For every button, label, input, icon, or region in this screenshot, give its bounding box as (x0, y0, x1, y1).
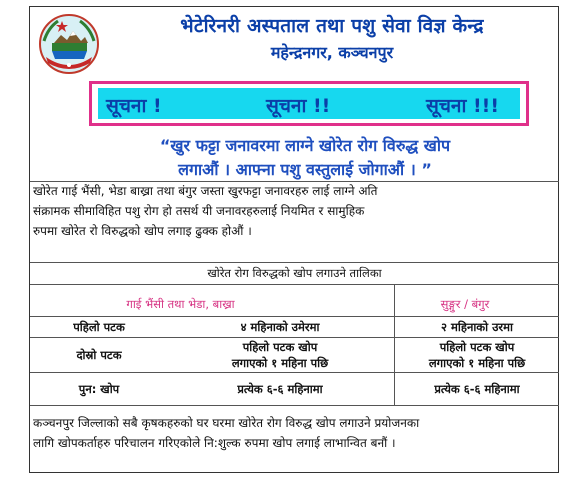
cattle-schedule: पहिलो पटक खोप (242, 340, 318, 354)
notice-word-3: सूचना !!! (426, 95, 499, 117)
table-caption: खोरेत रोग विरुद्धको खोप लगाउने तालिका (207, 266, 382, 280)
row-border (30, 316, 559, 317)
row-border (30, 372, 559, 373)
intro-line: रुपमा खोरेत रो विरुद्धको खोप लगाइ ढुक्क होऔं । (33, 224, 252, 238)
table-top-border (30, 262, 559, 263)
footer-line: लागि खोपकर्ताहरु परिचालन गरिएकोले नि:शुल्क रुपमा खोप लगाई लाभान्वित बनौं । (33, 436, 396, 450)
notice-word-2: सूचना !! (266, 95, 331, 117)
footer-paragraph (33, 413, 555, 453)
intro-paragraph (33, 181, 555, 241)
pig-schedule: लगाएको १ महिना पछि (428, 356, 526, 370)
row-border (30, 405, 559, 406)
notice-word-1: सूचना ! (106, 95, 162, 117)
slogan-line-1: “खुर फट्टा जनावरमा लाग्ने खोरेत रोग विरुद्ध खोप (159, 136, 451, 155)
nepal-government-emblem-icon (38, 13, 100, 75)
column-header-cattle: गाई भैंसी तथा भेडा, बाख्रा (126, 297, 235, 311)
slogan-line-2: लगाऔं । आफ्ना पशु वस्तुलाई जोगाऔं । ” (178, 160, 432, 179)
location-subtitle: महेन्द्रनगर, कञ्चनपुर (270, 43, 394, 62)
row-label: दोस्रो पटक (76, 348, 122, 362)
cattle-schedule: लगाएको १ महिना पछि (231, 356, 329, 370)
footer-line: कञ्चनपुर जिल्लाको सबै कृषकहरुको घर घरमा खोरेत रोग विरुद्ध खोप लगाउने प्रयोजनका (33, 416, 420, 430)
row-label: पुन: खोप (78, 382, 120, 396)
pig-schedule: प्रत्येक ६-६ महिनामा (434, 382, 520, 396)
column-divider (394, 284, 395, 405)
column-header-pig: सुङ्गुर / बंगुर (440, 297, 490, 311)
pig-schedule: पहिलो पटक खोप (439, 340, 515, 354)
row-border (30, 337, 559, 338)
intro-line: खोरेत गाई भैंसी, भेडा बाख्रा तथा बंगुर जस्ता खुरफट्टा जनावरहरु लाई लाग्ने अति (33, 184, 378, 198)
cattle-schedule: ४ महिनाको उमेरमा (240, 320, 320, 334)
hospital-title: भेटेरिनरी अस्पताल तथा पशु सेवा विज्ञ केन्द्र (180, 15, 484, 37)
row-label: पहिलो पटक (73, 320, 125, 334)
notice-banner (89, 81, 529, 126)
pig-schedule: २ महिनाको उरमा (441, 320, 513, 334)
notice-banner-fill (98, 88, 520, 119)
table-caption-border (30, 284, 559, 285)
cattle-schedule: प्रत्येक ६-६ महिनामा (237, 382, 323, 396)
intro-line: संक्रामक सीमाविहित पशु रोग हो तसर्थ यी जनावरहरुलाई नियमित र सामुहिक (33, 204, 365, 218)
